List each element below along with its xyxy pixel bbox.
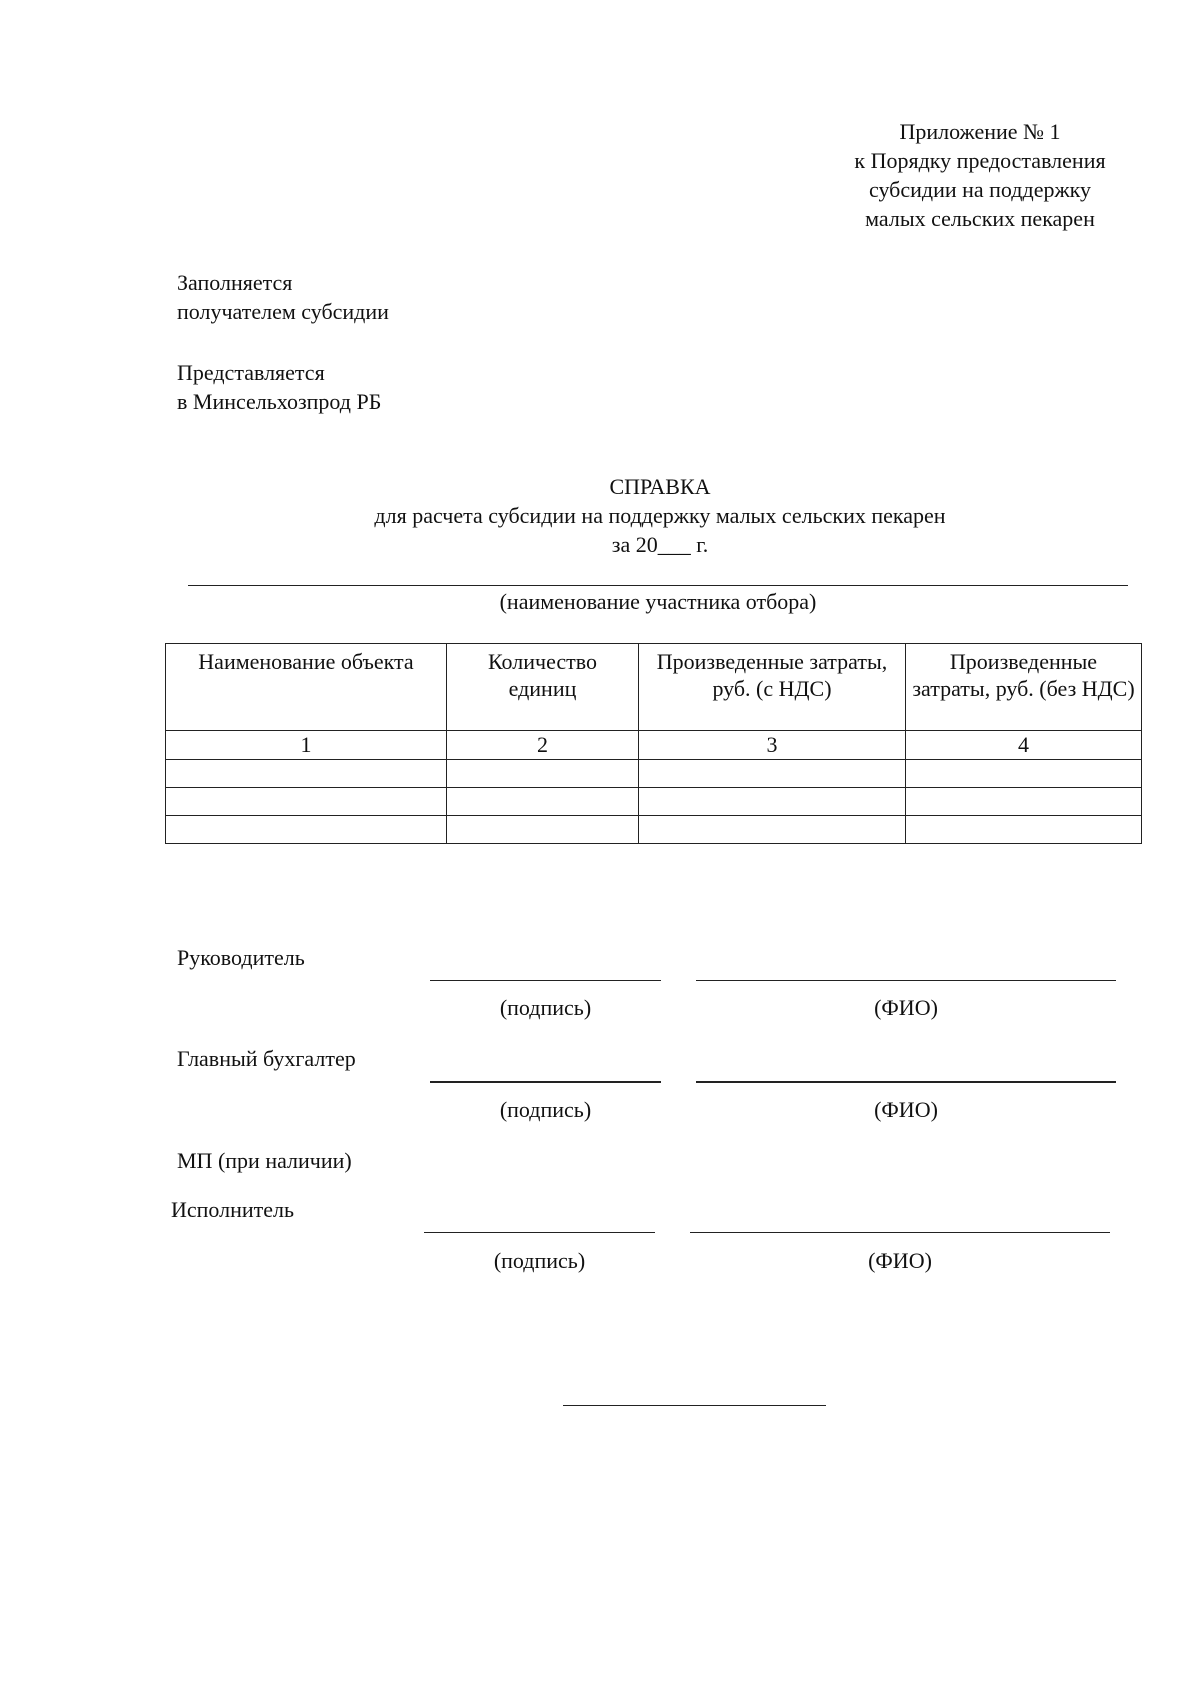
table-header-cell: Количество единиц — [447, 644, 639, 731]
table-header-cell: Произведенные затраты, руб. (с НДС) — [639, 644, 906, 731]
table-cell[interactable] — [166, 788, 447, 816]
head-name-line[interactable] — [696, 980, 1116, 981]
subsidy-table — [165, 643, 1142, 844]
note-line: Заполняется — [177, 270, 293, 295]
annex-header — [790, 117, 1170, 233]
column-number-cell: 3 — [639, 731, 906, 760]
executor-name-caption: (ФИО) — [868, 1248, 932, 1273]
table-cell[interactable] — [906, 788, 1142, 816]
executor-name-line[interactable] — [690, 1232, 1110, 1233]
annex-line: субсидии на поддержку — [868, 177, 1092, 202]
table-cell[interactable] — [906, 816, 1142, 844]
table-cell[interactable] — [639, 760, 906, 788]
document-subtitle: для расчета субсидии на поддержку малых сельских пекарен — [374, 503, 946, 528]
document-period: за 20___ г. — [611, 532, 709, 557]
head-label: Руководитель — [177, 945, 305, 970]
table-cell[interactable] — [906, 760, 1142, 788]
executor-label: Исполнитель — [171, 1197, 295, 1222]
table-header-cell: Произведенные затраты, руб. (без НДС) — [906, 644, 1142, 731]
table-cell[interactable] — [447, 788, 639, 816]
table-cell[interactable] — [639, 788, 906, 816]
document-title: СПРАВКА — [609, 474, 711, 499]
column-number-cell: 1 — [166, 731, 447, 760]
note-line: получателем субсидии — [177, 299, 389, 324]
submitted-to-note — [177, 358, 381, 416]
head-signature-caption: (подпись) — [499, 995, 592, 1020]
table-cell[interactable] — [447, 816, 639, 844]
annex-line: Приложение № 1 — [899, 119, 1061, 144]
table-row — [166, 816, 1142, 844]
annex-line: малых сельских пекарен — [865, 206, 1095, 231]
table-header-cell: Наименование объекта — [166, 644, 447, 731]
table-column-numbers-row — [166, 731, 1142, 760]
participant-name-caption: (наименование участника отбора) — [499, 589, 817, 614]
annex-line: к Порядку предоставления — [854, 148, 1106, 173]
table-cell[interactable] — [166, 760, 447, 788]
note-line: в Минсельхозпрод РБ — [177, 389, 382, 414]
accountant-signature-caption: (подпись) — [499, 1097, 592, 1122]
executor-signature-line[interactable] — [424, 1232, 655, 1233]
head-name-caption: (ФИО) — [874, 995, 938, 1020]
head-signature-line[interactable] — [430, 980, 661, 981]
note-line: Представляется — [177, 360, 325, 385]
executor-signature-caption: (подпись) — [493, 1248, 586, 1273]
accountant-name-line[interactable] — [696, 1081, 1116, 1083]
accountant-name-caption: (ФИО) — [874, 1097, 938, 1122]
participant-name-line[interactable] — [188, 585, 1128, 586]
table-row — [166, 788, 1142, 816]
document-title-block — [180, 472, 1140, 559]
column-number-cell: 4 — [906, 731, 1142, 760]
table-header-row — [166, 644, 1142, 731]
column-number-cell: 2 — [447, 731, 639, 760]
stamp-label: МП (при наличии) — [177, 1148, 352, 1173]
accountant-signature-line[interactable] — [430, 1081, 661, 1083]
table-cell[interactable] — [166, 816, 447, 844]
table-cell[interactable] — [447, 760, 639, 788]
filled-by-note — [177, 268, 389, 326]
table-cell[interactable] — [639, 816, 906, 844]
table-row — [166, 760, 1142, 788]
closing-separator-line — [563, 1405, 826, 1406]
accountant-label: Главный бухгалтер — [177, 1046, 356, 1071]
